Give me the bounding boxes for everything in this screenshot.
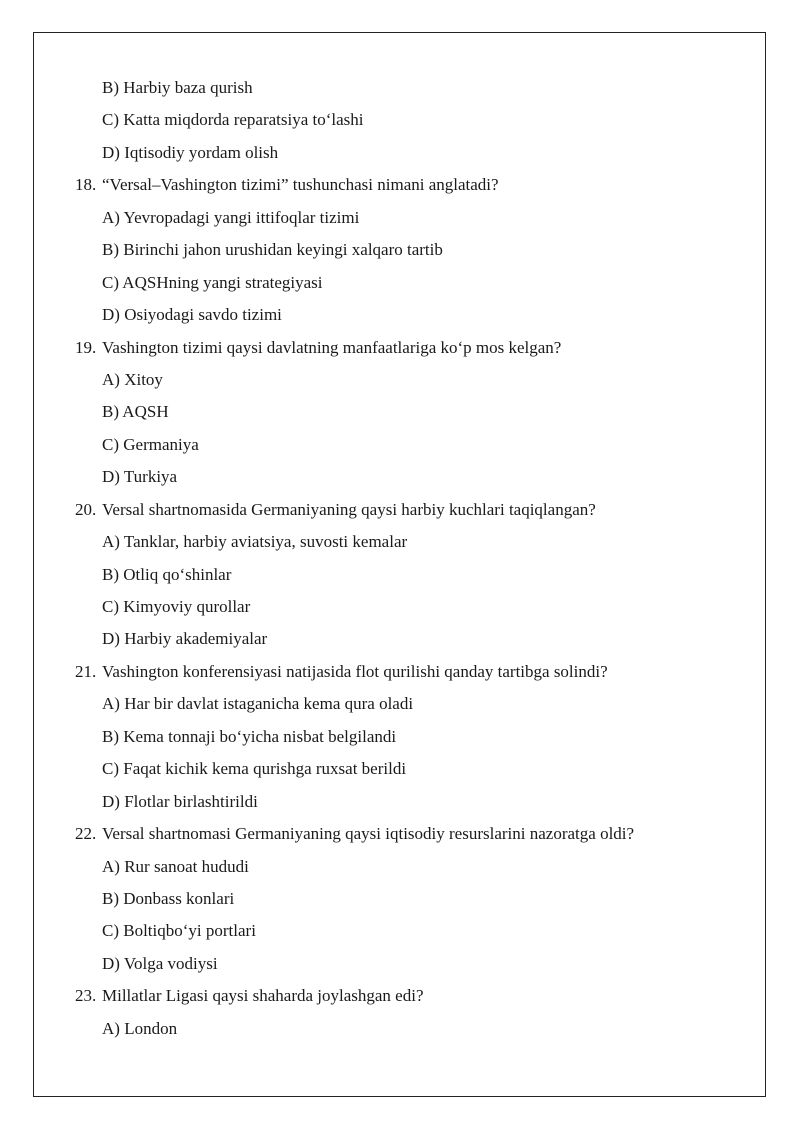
- question-number: 18.: [75, 175, 97, 195]
- question-number: 20.: [75, 499, 97, 519]
- option-line: A) Tanklar, harbiy aviatsiya, suvosti kemalar: [102, 532, 408, 552]
- option-line: B) Harbiy baza qurish: [102, 78, 253, 97]
- question-number: 22.: [75, 824, 97, 844]
- question-text: Vashington tizimi qaysi davlatning manfaatlariga koʻp mos kelgan?: [102, 337, 562, 357]
- option-line: D) Turkiya: [102, 467, 178, 487]
- option-line: C) Boltiqboʻyi portlari: [102, 921, 256, 941]
- page-content: [0, 72, 800, 1045]
- option-line: C) Faqat kichik kema qurishga ruxsat berildi: [102, 759, 407, 779]
- option-line: A) Xitoy: [102, 369, 163, 389]
- option-line: D) Harbiy akademiyalar: [102, 629, 268, 649]
- option-line: A) Rur sanoat hududi: [102, 856, 249, 876]
- option-line: B) Otliq qoʻshinlar: [102, 564, 232, 584]
- option-line: C) AQSHning yangi strategiyasi: [102, 272, 323, 292]
- option-line: B) Donbass konlari: [102, 888, 235, 908]
- option-line: A) Har bir davlat istaganicha kema qura oladi: [102, 694, 414, 714]
- question-line: [0, 656, 800, 688]
- option-line: D) Iqtisodiy yordam olish: [102, 142, 279, 162]
- option-line: D) Flotlar birlashtirildi: [102, 791, 258, 811]
- question-text: “Versal–Vashington tizimi” tushunchasi nimani anglatadi?: [102, 175, 499, 195]
- question-text: Versal shartnomasida Germaniyaning qaysi harbiy kuchlari taqiqlangan?: [102, 499, 596, 519]
- option-line: C) Katta miqdorda reparatsiya toʻlashi: [102, 110, 364, 130]
- question-line: [0, 494, 800, 526]
- question-text: Versal shartnomasi Germaniyaning qaysi iqtisodiy resurslarini nazoratga oldi?: [102, 824, 635, 844]
- option-line: B) Birinchi jahon urushidan keyingi xalqaro tartib: [102, 240, 443, 260]
- question-number: 19.: [75, 337, 97, 357]
- question-line: [0, 980, 800, 1012]
- question-line: [0, 169, 800, 201]
- option-line: A) London: [102, 1018, 178, 1038]
- question-text: Millatlar Ligasi qaysi shaharda joylashgan edi?: [102, 986, 424, 1006]
- question-number: 21.: [75, 661, 97, 681]
- question-text: Vashington konferensiyasi natijasida flot qurilishi qanday tartibga solindi?: [102, 661, 608, 681]
- option-line: D) Volga vodiysi: [102, 953, 218, 973]
- question-line: [0, 332, 800, 364]
- option-line: A) Yevropadagi yangi ittifoqlar tizimi: [102, 207, 360, 227]
- question-line: [0, 818, 800, 850]
- question-number: 23.: [75, 986, 97, 1006]
- option-line: B) AQSH: [102, 402, 169, 422]
- option-line: B) Kema tonnaji boʻyicha nisbat belgilandi: [102, 726, 397, 746]
- option-line: C) Kimyoviy qurollar: [102, 597, 251, 616]
- option-line: C) Germaniya: [102, 434, 199, 454]
- option-line: D) Osiyodagi savdo tizimi: [102, 305, 282, 325]
